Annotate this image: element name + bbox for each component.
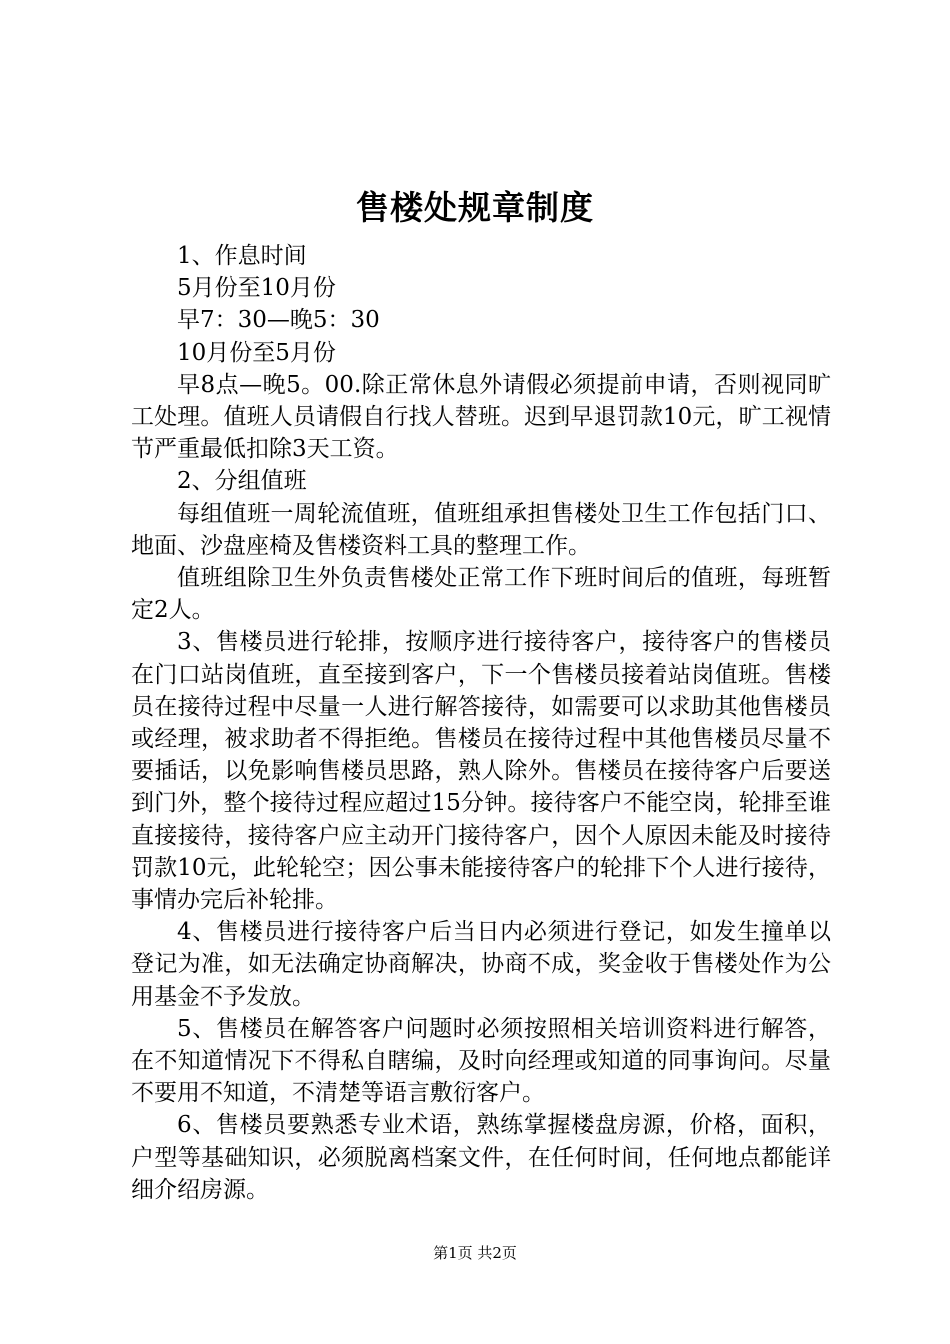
paragraph-customer-rotation: 3、售楼员进行轮排，按顺序进行接待客户，接待客户的售楼员在门口站岗值班，直至接到客户，下一个售楼员接着站岗值班。售楼员在接待过程中尽量一人进行解答接待，如需要可以求助其他售楼员或经理，被求助者不得拒绝。售楼员在接待过程中其他售楼员尽量不要插话，以免影响售楼员思路，熟人除外。售楼员在接待客户后要送到门外，整个接待过程应超过15分钟。接待客户不能空岗，轮排至谁直接接待，接待客户应主动开门接待客户，因个人原因未能及时接待罚款10元，此轮轮空；因公事未能接待客户的轮排下个人进行接待，事情办完后补轮排。 [131, 629, 831, 914]
paragraph-duty-rotation: 每组值班一周轮流值班，值班组承担售楼处卫生工作包括门口、地面、沙盘座椅及售楼资料工具的整理工作。 [131, 500, 831, 559]
document-body [131, 240, 831, 1206]
paragraph-summer-hours: 早7：30—晚5：30 [177, 307, 380, 334]
paragraph-professional-knowledge: 6、售楼员要熟悉专业术语，熟练掌握楼盘房源，价格，面积，户型等基础知识，必须脱离档案文件，在任何时间，任何地点都能详细介绍房源。 [131, 1112, 831, 1203]
paragraph-summer-period: 5月份至10月份 [177, 275, 336, 302]
paragraph-winter-hours-and-leave: 早8点—晚5。00.除正常休息外请假必须提前申请，否则视同旷工处理。值班人员请假自行找人替班。迟到早退罚款10元，旷工视情节严重最低扣除3天工资。 [131, 371, 831, 463]
paragraph-duty-groups-heading: 2、分组值班 [177, 468, 307, 495]
page-number-footer: 第1页 共2页 [433, 1244, 517, 1262]
paragraph-after-hours-duty: 值班组除卫生外负责售楼处正常工作下班时间后的值班，每班暂定2人。 [131, 565, 831, 624]
paragraph-registration: 4、售楼员进行接待客户后当日内必须进行登记，如发生撞单以登记为准，如无法确定协商解决，协商不成，奖金收于售楼处作为公用基金不予发放。 [131, 919, 831, 1010]
paragraph-winter-period: 10月份至5月份 [177, 339, 336, 366]
paragraph-work-hours-heading: 1、作息时间 [177, 243, 307, 269]
paragraph-answering-questions: 5、售楼员在解答客户问题时必须按照相关培训资料进行解答，在不知道情况下不得私自瞎编，及时向经理或知道的同事询问。尽量不要用不知道，不清楚等语言敷衍客户。 [131, 1015, 831, 1107]
document-title: 售楼处规章制度 [356, 188, 594, 227]
